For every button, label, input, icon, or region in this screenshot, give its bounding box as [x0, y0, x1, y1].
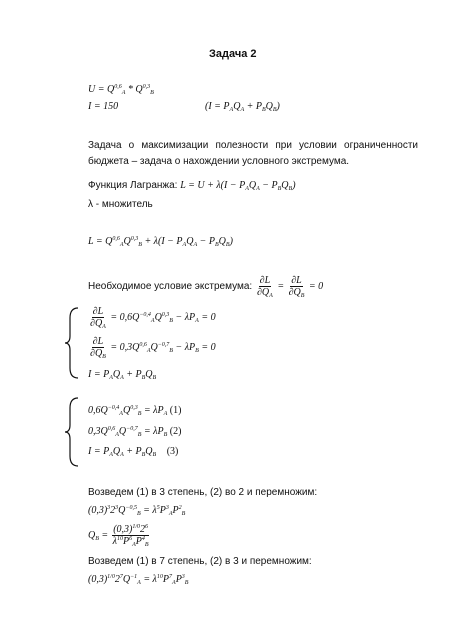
eq-tag-1: (1) — [169, 405, 182, 416]
utility-function: U = Q$^{0,6}_A$ * Q$^{0,3}_B$ — [88, 84, 154, 96]
income-value: I = 150 — [88, 101, 119, 112]
eq-tag-3: (3) — [166, 446, 179, 457]
system-brace-1 — [64, 306, 82, 380]
step1-text: Возведем (1) в 3 степень, (2) во 2 и перемножим: — [88, 487, 318, 498]
budget-constraint: $(I = P_AQ_A + P_BQ_B)$ — [205, 101, 280, 113]
system2-eq1: $0,6Q^{-0,4}_AQ^{0,3}_B = \lambda P_A$ (1) — [88, 405, 182, 417]
system2-eq2: $0,3Q^{0,6}_AQ^{-0,7}_B = \lambda P_B$ (2) — [88, 426, 182, 438]
lagrange-label: Функция Лагранжа: — [88, 180, 178, 191]
lagrange-expanded: $L = Q^{0,6}_AQ^{0,3}_B + \lambda(I - P_AQ_A - P_BQ_B)$ — [88, 236, 233, 248]
intro-paragraph: Задача о максимизации полезности при условии ограниченности бюджета – задача о нахождении условного экстремума. — [88, 140, 418, 167]
necessary-label: Необходимое условие экстремума: — [88, 280, 253, 292]
qb-expression: $Q_B$ = $\frac{(0,3)^{1/0}2^6}{\lambda^{10}P^6_AP^4_B}$ — [88, 524, 149, 548]
step1-result: $(0,3)^32^3Q^{-0,5}_B = \lambda^5P^3_AP^2_B$ — [88, 505, 186, 517]
lagrange-line: Функция Лагранжа: $L = U + \lambda(I - P_AQ_A - P_BQ_B)$ — [88, 180, 296, 192]
step2-result: $(0,3)^{1/0}2^7Q^{-1}_A = \lambda^{10}P^7_AP^3_B$ — [88, 574, 189, 586]
system1-eq2: $\frac{\partial L}{\partial Q_B}$ = $0,3Q^{0,6}_AQ^{-0,7}_B - \lambda P_B = 0$ — [90, 336, 216, 360]
system2-eq3: $I = P_AQ_A + P_BQ_B$ (3) — [88, 446, 179, 458]
lambda-note: λ - множитель — [88, 199, 153, 210]
page-title: Задача 2 — [209, 48, 257, 60]
necessary-condition: Необходимое условие экстремума: $\frac{\partial L}{\partial Q_A}$ = $\frac{\partial L}{\partial Q_B}$ = 0 — [88, 275, 324, 299]
system-brace-2 — [64, 396, 82, 468]
system1-eq1: $\frac{\partial L}{\partial Q_A}$ = $0,6Q^{-0,4}_AQ^{0,3}_B - \lambda P_A = 0$ — [90, 306, 216, 330]
step2-text: Возведем (1) в 7 степень, (2) в 3 и перемножим: — [88, 556, 312, 567]
system1-eq3: $I = P_AQ_A + P_BQ_B$ — [88, 369, 157, 381]
eq-tag-2: (2) — [169, 426, 182, 437]
